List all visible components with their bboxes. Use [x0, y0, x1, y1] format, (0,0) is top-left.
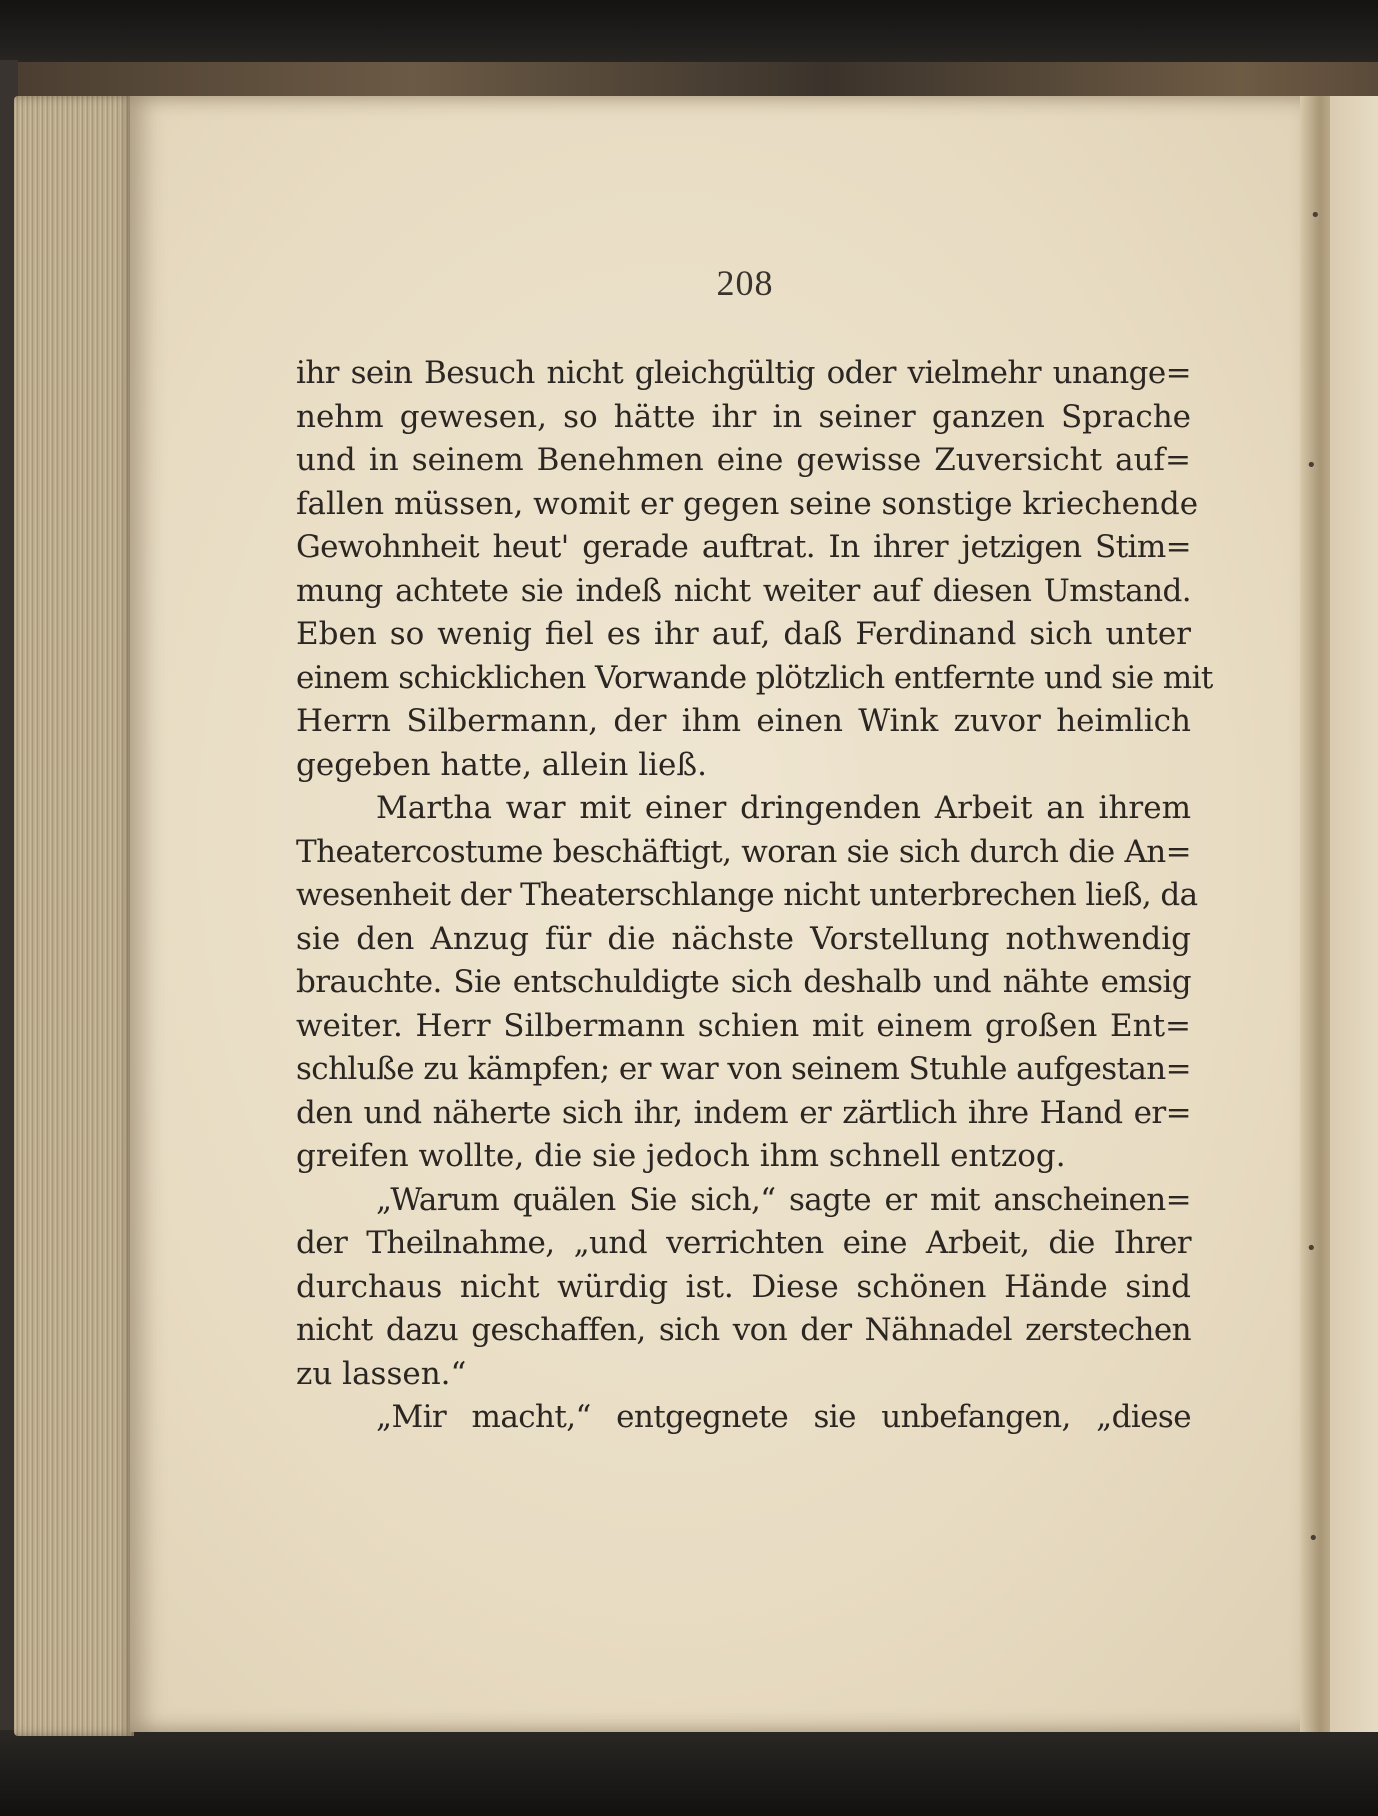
book-spine-band	[0, 62, 1378, 100]
text-line: nicht dazu geschaffen, sich von der Nähnadel zerstechen	[296, 1312, 1191, 1348]
text-line: wesenheit der Theaterschlange nicht unterbrechen ließ, da	[296, 877, 1198, 913]
margin-mark-icon: •	[1306, 1238, 1317, 1259]
text-line: „Mir macht,“ entgegnete sie unbefangen, „diese	[376, 1399, 1191, 1435]
margin-mark-icon: •	[1306, 455, 1317, 476]
text-line: fallen müssen, womit er gegen seine sonstige kriechende	[296, 485, 1199, 522]
text-line: sie den Anzug für die nächste Vorstellung nothwendig	[296, 920, 1191, 957]
text-line: Eben so wenig fiel es ihr auf, daß Ferdinand sich unter	[296, 616, 1191, 652]
text-line: „Warum quälen Sie sich,“ sagte er mit anscheinen=	[376, 1181, 1191, 1218]
text-line: der Theilnahme, „und verrichten eine Arbeit, die Ihrer	[296, 1225, 1191, 1261]
text-line: weiter. Herr Silbermann schien mit einem großen Ent=	[296, 1007, 1191, 1044]
body-text	[296, 352, 1213, 1440]
text-line: ihr sein Besuch nicht gleichgültig oder vielmehr unange=	[296, 355, 1191, 391]
text-line: den und näherte sich ihr, indem er zärtlich ihre Hand er=	[296, 1094, 1191, 1131]
text-line: schluße zu kämpfen; er war von seinem Stuhle aufgestan=	[296, 1051, 1191, 1087]
text-line: einem schicklichen Vorwande plötzlich entfernte und sie mit	[296, 659, 1213, 696]
text-line: brauchte. Sie entschuldigte sich deshalb und nähte emsig	[296, 964, 1191, 1000]
margin-mark-icon: •	[1308, 1528, 1319, 1549]
text-line: durchaus nicht würdig ist. Diese schönen Hände sind	[296, 1268, 1191, 1305]
text-line: Gewohnheit heut' gerade auftrat. In ihrer jetzigen Stim=	[296, 529, 1191, 565]
book-cover-top	[0, 0, 1378, 70]
text-line: Martha war mit einer dringenden Arbeit an ihrem	[376, 790, 1191, 826]
text-line: greifen wollte, die sie jedoch ihm schnell entzog.	[296, 1138, 1066, 1174]
text-line: nehm gewesen, so hätte ihr in seiner ganzen Sprache	[296, 398, 1191, 435]
text-line: und in seinem Benehmen eine gewisse Zuversicht auf=	[296, 442, 1191, 478]
book-cover-bottom	[0, 1730, 1378, 1816]
margin-mark-icon: •	[1310, 205, 1321, 226]
next-page-sliver	[1330, 96, 1378, 1732]
page-edge-stack	[14, 96, 134, 1736]
text-line: Herrn Silbermann, der ihm einen Wink zuvor heimlich	[296, 703, 1191, 739]
text-line: mung achtete sie indeß nicht weiter auf diesen Umstand.	[296, 572, 1191, 609]
text-line: Theatercostume beschäftigt, woran sie sich durch die An=	[296, 833, 1191, 870]
text-line: gegeben hatte, allein ließ.	[296, 746, 707, 783]
page-number: 208	[716, 263, 774, 303]
text-line: zu lassen.“	[296, 1355, 467, 1392]
